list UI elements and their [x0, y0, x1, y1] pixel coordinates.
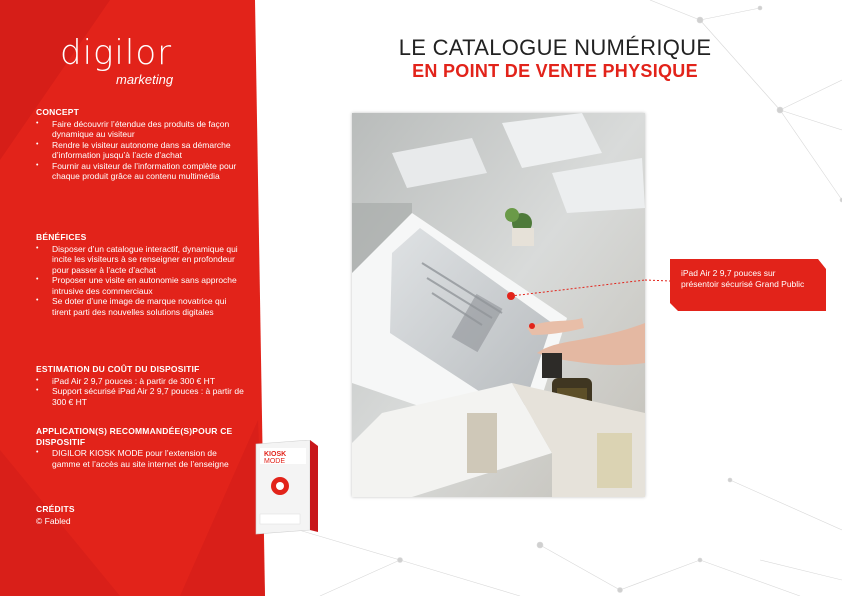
credits-heading: CRÉDITS — [36, 504, 75, 514]
list-item: • iPad Air 2 9,7 pouces : à partir de 300 € HT — [36, 376, 246, 387]
box-line1: KIOSK — [264, 451, 287, 458]
callout-text: iPad Air 2 9,7 pouces sur présentoir sécurisé Grand Public — [681, 268, 805, 289]
page-subtitle: EN POINT DE VENTE PHYSIQUE — [412, 61, 698, 81]
credits-text: © Fabled — [36, 515, 71, 526]
list-item: • Disposer d’un catalogue interactif, dynamique qui incite les visiteurs à se renseigner en profondeur pour passer à l’acte d’achat — [36, 244, 246, 276]
list-item: • Fournir au visiteur de l’information complète pour chaque produit grâce au contenu multimédia — [36, 161, 246, 182]
box-line2: MODE — [264, 458, 285, 465]
applications-heading: APPLICATION(S) RECOMMANDÉE(S)POUR CE DISPOSITIF — [36, 426, 233, 447]
list-item: • Support sécurisé iPad Air 2 9,7 pouces : à partir de 300 € HT — [36, 386, 246, 407]
brand-name: digilor — [60, 33, 173, 73]
list-item: • Se doter d’une image de marque novatrice qui tirent parti des nouvelles solutions digitales — [36, 296, 246, 317]
list-item: • Proposer une visite en autonomie sans approche intrusive des commerciaux — [36, 275, 246, 296]
concept-heading: CONCEPT — [36, 107, 79, 117]
list-item: • Rendre le visiteur autonome dans sa démarche d’information jusqu’à l’acte d’achat — [36, 140, 246, 161]
page-title: LE CATALOGUE NUMÉRIQUE — [398, 35, 712, 60]
benefices-heading: BÉNÉFICES — [36, 232, 87, 242]
estimation-heading: ESTIMATION DU COÛT DU DISPOSITIF — [36, 364, 200, 374]
list-item: • Faire découvrir l’étendue des produits de façon dynamique au visiteur — [36, 119, 246, 140]
list-item: • DIGILOR KIOSK MODE pour l’extension de gamme et l’accès au site internet de l’enseigne — [36, 448, 231, 469]
brand-tagline: marketing — [116, 72, 174, 87]
